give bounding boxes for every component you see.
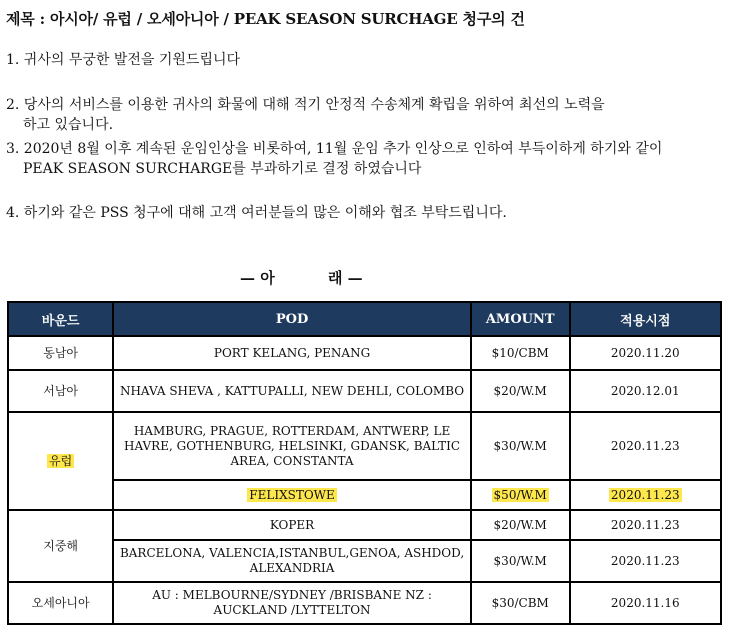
cell-date: 2020.12.01 xyxy=(570,370,721,412)
cell-date: 2020.11.16 xyxy=(570,582,721,624)
paragraph-2-line-1: 2. 당사의 서비스를 이용한 귀사의 화물에 대해 적기 안정적 수송체계 확립을 위하여 최선의 노력을 xyxy=(6,97,605,113)
table-row xyxy=(8,540,721,582)
paragraph-2-line-2: 하고 있습니다. xyxy=(23,117,114,133)
paragraph-3 xyxy=(6,139,662,179)
cell-pod: KOPER xyxy=(113,510,471,540)
header-amount: AMOUNT xyxy=(471,302,570,336)
cell-amount: $20/W.M xyxy=(471,370,570,412)
table-row xyxy=(8,480,721,510)
cell-amount: $30/W.M xyxy=(471,540,570,582)
cell-amount: $20/W.M xyxy=(471,510,570,540)
cell-date-highlight: 2020.11.23 xyxy=(610,487,680,502)
cell-amount-highlight: $50/W.M xyxy=(493,487,547,502)
header-pod: POD xyxy=(113,302,471,336)
cell-bound: 서남아 xyxy=(8,370,113,412)
cell-date xyxy=(570,480,721,510)
paragraph-3-line-1: 3. 2020년 8월 이후 계속된 운임인상을 비롯하여, 11월 운임 추가 인상으로 인하여 부득이하게 하기와 같이 xyxy=(6,141,663,157)
cell-bound: 오세아니아 xyxy=(8,582,113,624)
cell-pod: HAMBURG, PRAGUE, ROTTERDAM, ANTWERP, LE HAVRE, GOTHENBURG, HELSINKI, GDANSK, BALTIC AREA, CONSTANTA xyxy=(113,412,471,480)
paragraph-3-line-2: PEAK SEASON SURCHARGE를 부과하기로 결정 하였습니다 xyxy=(23,161,422,177)
cell-amount: $10/CBM xyxy=(471,336,570,370)
paragraph-1: 1. 귀사의 무궁한 발전을 기원드립니다 xyxy=(6,52,241,68)
separator-heading xyxy=(240,267,363,288)
separator-right: 래 — xyxy=(327,269,363,287)
cell-pod: BARCELONA, VALENCIA,ISTANBUL,GENOA, ASHDOD, ALEXANDRIA xyxy=(113,540,471,582)
cell-pod: AU : MELBOURNE/SYDNEY /BRISBANE NZ : AUCKLAND /LYTTELTON xyxy=(113,582,471,624)
document-title: 제목 : 아시아/ 유럽 / 오세아니아 / PEAK SEASON SURCHAGE 청구의 건 xyxy=(6,10,525,28)
table-row xyxy=(8,412,721,480)
cell-amount: $30/W.M xyxy=(471,412,570,480)
cell-amount: $30/CBM xyxy=(471,582,570,624)
cell-bound xyxy=(8,412,113,510)
cell-pod-highlight: FELIXSTOWE xyxy=(249,487,335,502)
table-row xyxy=(8,336,721,370)
cell-date: 2020.11.23 xyxy=(570,510,721,540)
cell-date: 2020.11.23 xyxy=(570,412,721,480)
table-row xyxy=(8,582,721,624)
cell-pod xyxy=(113,480,471,510)
cell-date: 2020.11.23 xyxy=(570,540,721,582)
cell-pod: PORT KELANG, PENANG xyxy=(113,336,471,370)
cell-pod: NHAVA SHEVA , KATTUPALLI, NEW DEHLI, COLOMBO xyxy=(113,370,471,412)
table-row xyxy=(8,370,721,412)
cell-amount xyxy=(471,480,570,510)
table-header-row xyxy=(8,302,721,336)
cell-date: 2020.11.20 xyxy=(570,336,721,370)
paragraph-2 xyxy=(6,95,605,135)
header-bound: 바운드 xyxy=(8,302,113,336)
cell-bound-highlight: 유럽 xyxy=(49,453,73,468)
separator-left: — 아 xyxy=(240,269,275,287)
paragraph-4: 4. 하기와 같은 PSS 청구에 대해 고객 여러분들의 많은 이해와 협조 부탁드립니다. xyxy=(6,205,507,221)
cell-bound: 동남아 xyxy=(8,336,113,370)
cell-bound: 지중해 xyxy=(8,510,113,582)
table-row xyxy=(8,510,721,540)
pss-table xyxy=(7,301,722,625)
header-date: 적용시점 xyxy=(570,302,721,336)
